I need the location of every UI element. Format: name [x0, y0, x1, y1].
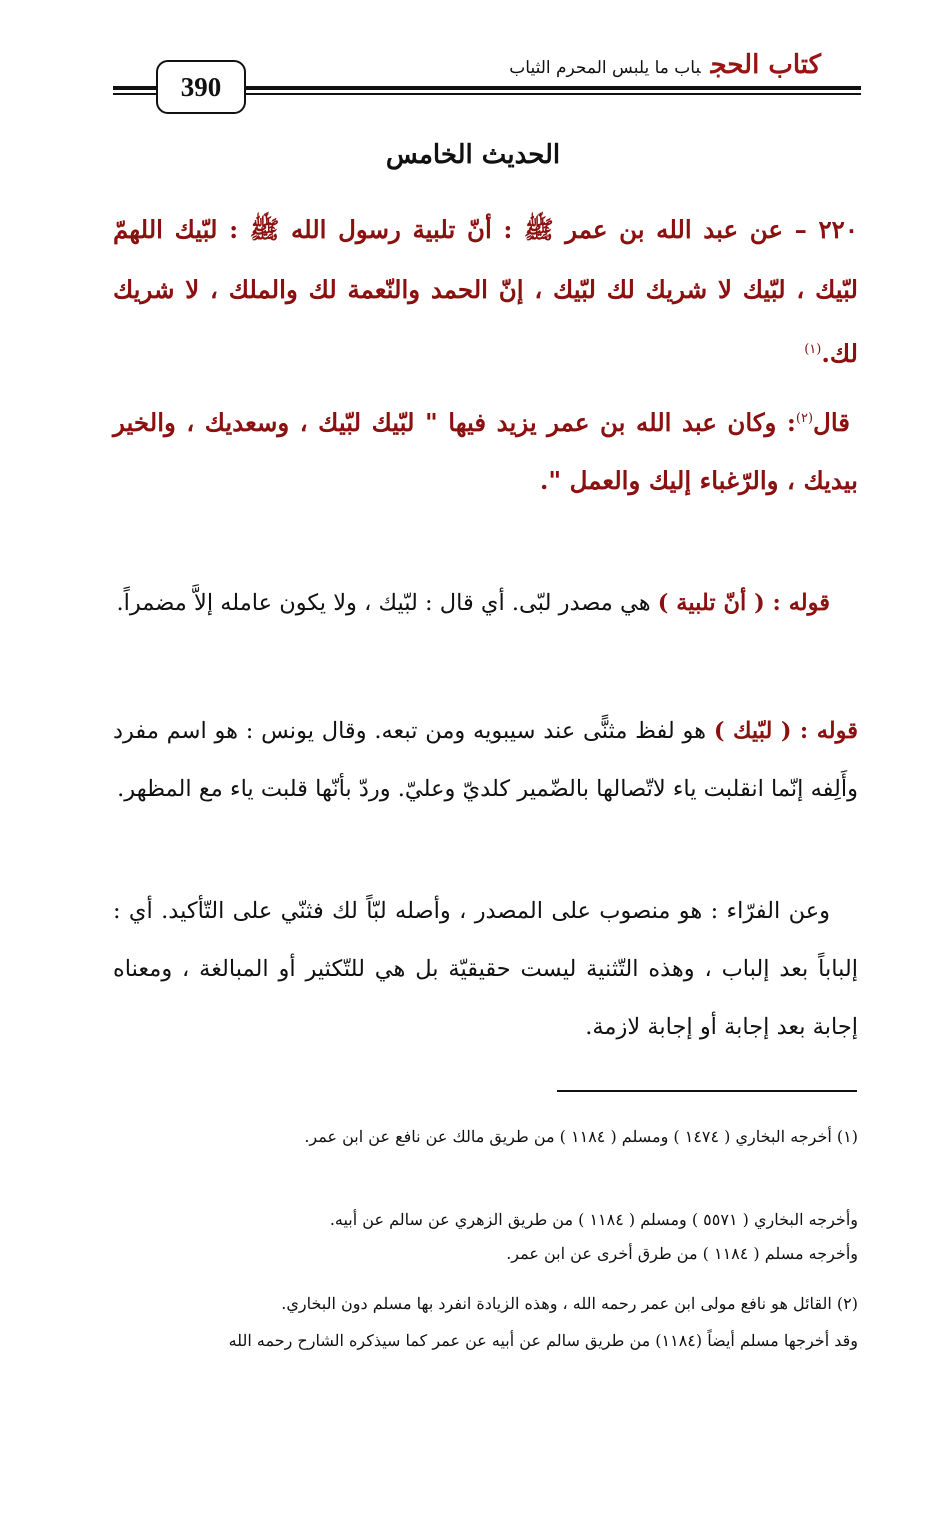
footnote-1: (١) أخرجه البخاري ( ١٤٧٤ ) ومسلم ( ١١٨٤ ) من طريق مالك عن نافع عن ابن عمر.: [304, 1127, 858, 1146]
book-title: كتاب الحج: [710, 50, 821, 80]
hadith-text: [113, 200, 858, 384]
page-number: 390: [156, 60, 246, 114]
footnote-separator: [557, 1090, 857, 1092]
qal-label: قال: [813, 408, 850, 438]
commentary-text: هو لفظ مثنًّى عند سيبويه ومن تبعه. وقال يونس : هو اسم مفرد وأَلِفه إنّما انقلبت ياء لاتّصالها بالضّمير كلديّ وعليّ. وردّ بأنّها قلبت ياء مع المظهر.: [113, 718, 858, 802]
footnote-ref-2: (٢): [795, 411, 814, 426]
commentary-text: هي مصدر لبّى. أي قال : لبّيك ، ولا يكون عامله إلاَّ مضمراً.: [116, 590, 651, 616]
commentary-paragraph-2: [113, 702, 858, 818]
footnote-2: (٢) القائل هو نافع مولى ابن عمر رحمه الله ، وهذه الزيادة انفرد بها مسلم دون البخاري.: [281, 1294, 858, 1313]
qal-body: : وكان عبد الله بن عمر يزيد فيها " لبّيك لبّيك ، وسعديك ، والخير بيديك ، والرّغباء إليك والعمل ".: [113, 408, 858, 496]
running-header: [509, 50, 821, 80]
commentary-paragraph-3: [113, 882, 858, 1056]
footnote-1-line-2: وأخرجه البخاري ( ٥٥٧١ ) ومسلم ( ١١٨٤ ) من طريق الزهري عن سالم عن أبيه.: [329, 1210, 858, 1229]
footnote-1-line-3: وأخرجه مسلم ( ١١٨٤ ) من طرق أخرى عن ابن عمر.: [506, 1244, 858, 1263]
commentary-paragraph-1: [113, 574, 858, 632]
section-title: الحديث الخامس: [385, 140, 561, 170]
commentary-text: وعن الفرّاء : هو منصوب على المصدر ، وأصله لبّاً لك فثنّي على التّأكيد. أي : إلباباً بعد إلباب ، وهذه التّثنية ليست حقيقيّة بل هي للتّكثير أو المبالغة ، ومعناه إجابة بعد إجابة أو إجابة لازمة.: [113, 898, 858, 1040]
chapter-title: باب ما يلبس المحرم الثياب: [509, 58, 701, 78]
commentary-keyword: قوله : ( أنّ تلبية ): [657, 590, 830, 616]
hadith-body: ٢٢٠ – عن عبد الله بن عمر ﷺ : أنّ تلبية رسول الله ﷺ : لبّيك اللهمّ لبّيك ، لبّيك لا شريك لك لبّيك ، إنّ الحمد والنّعمة لك والملك ، لا شريك لك.: [113, 215, 858, 369]
footnote-ref-1: (١): [804, 342, 822, 357]
commentary-keyword: قوله : ( لبّيك ): [713, 718, 858, 744]
narrator-addition: [113, 390, 858, 510]
footnote-2-line-2: وقد أخرجها مسلم أيضاً (١١٨٤) من طريق سالم عن أبيه عن عمر كما سيذكره الشارح رحمه الله: [228, 1331, 858, 1350]
